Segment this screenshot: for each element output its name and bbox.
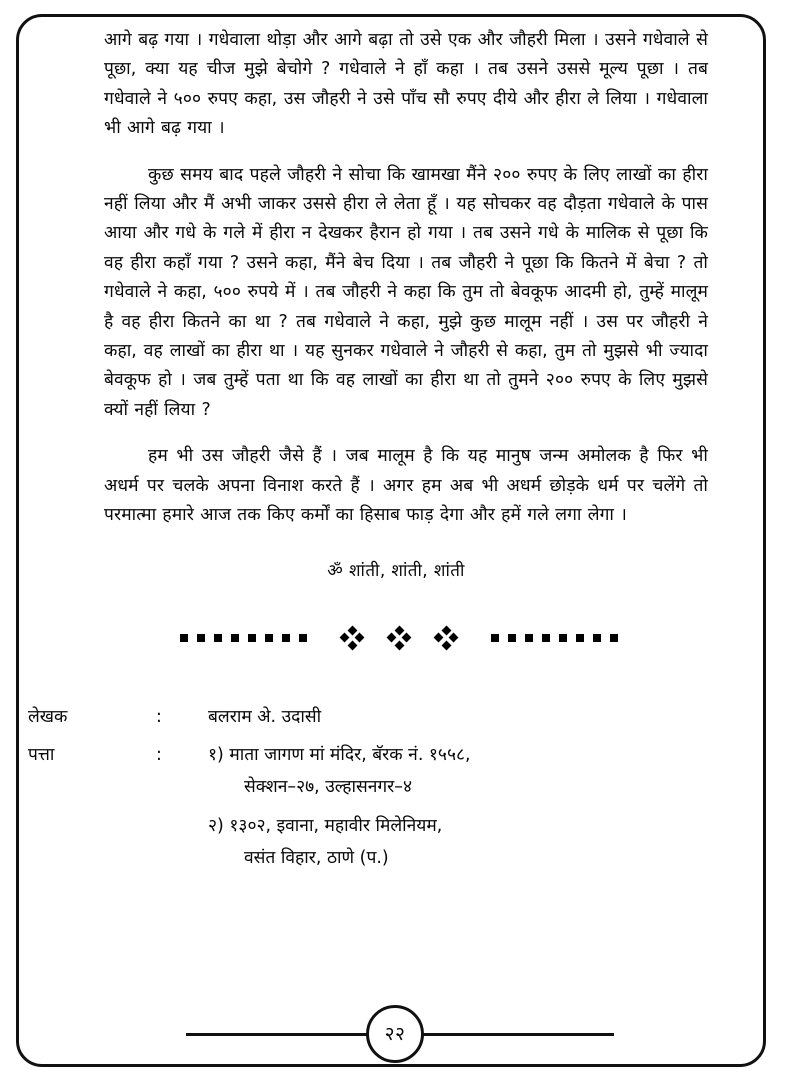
square-glyph xyxy=(491,634,499,642)
address-line: २) १३०२, इवाना, महावीर मिलेनियम, xyxy=(208,815,443,836)
page-footer xyxy=(0,1002,800,1066)
square-glyph xyxy=(576,634,584,642)
colophon-value-address xyxy=(208,739,708,874)
address-line: सेक्शन–२७, उल्हासनगर–४ xyxy=(244,776,413,797)
address-item-1 xyxy=(208,739,708,803)
diamond-cluster-icon xyxy=(341,627,363,649)
square-glyph xyxy=(542,634,550,642)
square-glyph xyxy=(525,634,533,642)
colophon-value-author xyxy=(208,701,708,733)
square-glyph xyxy=(197,634,205,642)
colophon-block xyxy=(28,701,708,874)
mantra-line: ॐ शांती, शांती, शांती xyxy=(327,560,465,581)
body-paragraph-3: हम भी उस जौहरी जैसे हैं । जब मालूम है कि यह मानुष जन्म अमोलक है फिर भी अधर्म पर चलके अपना विनाश करते हैं । अगर हम अब भी अधर्म छोड़के धर्म पर चलेंगे तो परमात्मा हमारे आज तक किए कर्मों का हिसाब फाड़ देगा और हमें गले लगा लेगा । xyxy=(104,446,708,526)
colophon-label-address: पत्ता xyxy=(28,744,55,765)
square-glyph xyxy=(231,634,239,642)
ornament-diamonds xyxy=(341,627,457,649)
square-glyph xyxy=(593,634,601,642)
author-name: बलराम अे. उदासी xyxy=(208,706,322,727)
square-glyph xyxy=(282,634,290,642)
square-glyph xyxy=(559,634,567,642)
square-glyph xyxy=(248,634,256,642)
body-paragraph-2: कुछ समय बाद पहले जौहरी ने सोचा कि खामखा मैंने २०० रुपए के लिए लाखों का हीरा नहीं लिया और मैं अभी जाकर उससे हीरा ले लेता हूँ । यह सोचकर वह दौड़ता गधेवाले के पास आया और गधे के गले में हीरा न देखकर हैरान हो गया । तब उसने गधे के मालिक से पूछा कि वह हीरा कहाँ गया ? उसने कहा, मैंने बेच दिया । तब जौहरी ने पूछा कि कितने में बेचा ? तो गधेवाले ने कहा, ५०० रुपये में । तब जौहरी ने कहा कि तुम तो बेवकूफ आदमी हो, तुम्हें मालूम है वह हीरा कितने का था ? तब गधेवाले ने कहा, मुझे कुछ मालूम नहीं । उस पर जौहरी ने कहा, वह लाखों का हीरा था । यह सुनकर गधेवाले ने जौहरी से कहा, तुम तो मुझसे भी ज्यादा बेवकूफ हो । जब तुम्हें पता था कि वह लाखों का हीरा था तो तुमने २०० रुपए के लिए मुझसे क्यों नहीं लिया ? xyxy=(104,164,708,420)
ornament-squares-right xyxy=(491,634,618,642)
colophon-row-author xyxy=(28,701,708,733)
colophon-colon-author: : xyxy=(156,706,162,727)
ornamental-divider xyxy=(104,627,708,649)
square-glyph xyxy=(214,634,222,642)
square-glyph xyxy=(299,634,307,642)
diamond-cluster-icon xyxy=(388,627,410,649)
square-glyph xyxy=(265,634,273,642)
colophon-colon-address: : xyxy=(156,744,162,765)
address-item-2 xyxy=(208,810,708,874)
square-glyph xyxy=(610,634,618,642)
colophon-row-address xyxy=(28,739,708,874)
ornament-squares-left xyxy=(180,634,307,642)
square-glyph xyxy=(508,634,516,642)
square-glyph xyxy=(180,634,188,642)
body-paragraph-1: आगे बढ़ गया । गधेवाला थोड़ा और आगे बढ़ा तो उसे एक और जौहरी मिला । उसने गधेवाले से पूछा, क्या यह चीज मुझे बेचोगे ? गधेवाले ने हाँ कहा । तब उसने उससे मूल्य पूछा । तब गधेवाले ने ५०० रुपए कहा, उस जौहरी ने उसे पाँच सौ रुपए दीये और हीरा ले लिया । गधेवाला भी आगे बढ़ गया । xyxy=(104,30,708,139)
address-line: १) माता जागण मां मंदिर, बॅरक नं. १५५८, xyxy=(208,744,471,765)
colophon-label-author: लेखक xyxy=(28,706,68,727)
diamond-cluster-icon xyxy=(435,627,457,649)
page-number-badge: २२ xyxy=(366,1005,424,1063)
address-line: वसंत विहार, ठाणे (प.) xyxy=(244,847,389,868)
